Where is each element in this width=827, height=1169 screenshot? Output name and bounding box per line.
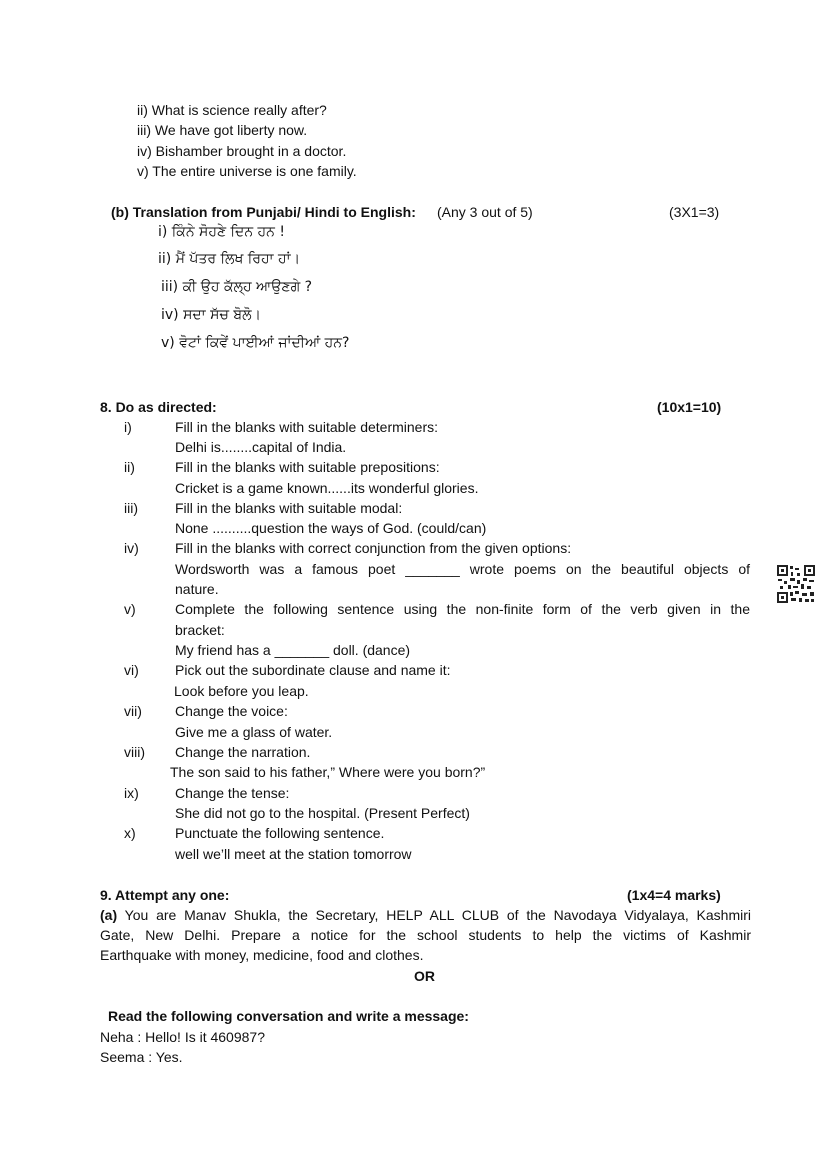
prev-item: v) The entire universe is one family. xyxy=(137,163,357,179)
q8-item-text: The son said to his father,” Where were you born?” xyxy=(170,764,486,780)
q8-item-number: viii) xyxy=(124,744,145,760)
q8-item-text: Wordsworth was a famous poet _______ wrote poems on the beautiful objects of xyxy=(175,561,750,577)
q8-item-number: vii) xyxy=(124,703,142,719)
q8-item-instruction: Pick out the subordinate clause and name it: xyxy=(175,662,451,678)
q8-item-instruction: Punctuate the following sentence. xyxy=(175,825,385,841)
section-b-instruction: (Any 3 out of 5) xyxy=(437,204,533,220)
q8-item-text: Delhi is........capital of India. xyxy=(175,439,347,455)
q8-item-text: Cricket is a game known......its wonderful glories. xyxy=(175,480,479,496)
conversation-heading: Read the following conversation and write a message: xyxy=(108,1008,469,1024)
q8-item-instruction: Fill in the blanks with suitable determiners: xyxy=(175,419,439,435)
translation-item: i) ਕਿੰਨੇ ਸੋਹਣੇ ਦਿਨ ਹਨ ! xyxy=(158,224,285,240)
q8-heading: 8. Do as directed: xyxy=(100,399,217,415)
translation-item: ii) ਮੈਂ ਪੱਤਰ ਲਿਖ ਰਿਹਾ ਹਾਂ। xyxy=(158,251,301,267)
translation-item: iii) ਕੀ ਉਹ ਕੱਲ੍ਹ ਆਉਣਗੇ ? xyxy=(161,279,313,295)
q8-item-text: None ..........question the ways of God. (could/can) xyxy=(175,520,487,536)
q9-marks: (1x4=4 marks) xyxy=(627,887,721,903)
conversation-line: Seema : Yes. xyxy=(100,1049,183,1065)
translation-item: v) ਵੋਟਾਂ ਕਿਵੇਂ ਪਾਈਆਂ ਜਾਂਦੀਆਂ ਹਨ? xyxy=(161,335,350,351)
prev-item: iv) Bishamber brought in a doctor. xyxy=(137,143,347,159)
q8-item-instruction: Fill in the blanks with correct conjunction from the given options: xyxy=(175,540,572,556)
q8-item-instruction: Fill in the blanks with suitable modal: xyxy=(175,500,403,516)
q8-marks: (10x1=10) xyxy=(657,399,722,415)
translation-item: iv) ਸਦਾ ਸੱਚ ਬੋਲੋ। xyxy=(161,307,261,323)
q8-item-number: iv) xyxy=(124,540,139,556)
q8-item-text: My friend has a _______ doll. (dance) xyxy=(175,642,411,658)
q8-item-number: ix) xyxy=(124,785,139,801)
q8-item-text: Give me a glass of water. xyxy=(175,724,333,740)
q8-item-instruction: Change the tense: xyxy=(175,785,290,801)
q8-item-instruction: bracket: xyxy=(175,622,225,638)
q9-part-a-text: Gate, New Delhi. Prepare a notice for the school students to help the victims of Kashmir xyxy=(100,927,751,943)
conversation-line: Neha : Hello! Is it 460987? xyxy=(100,1029,265,1045)
q8-item-instruction: Change the voice: xyxy=(175,703,288,719)
q9-part-a xyxy=(100,906,751,924)
section-b-marks: (3X1=3) xyxy=(669,204,720,220)
q8-item-instruction: Fill in the blanks with suitable prepositions: xyxy=(175,459,440,475)
q8-item-number: i) xyxy=(124,419,132,435)
q8-item-number: v) xyxy=(124,601,136,617)
q8-item-number: iii) xyxy=(124,500,138,516)
q8-item-text: well we’ll meet at the station tomorrow xyxy=(175,846,412,862)
q9-heading: 9. Attempt any one: xyxy=(100,887,230,903)
or-label: OR xyxy=(414,968,435,984)
prev-item: iii) We have got liberty now. xyxy=(137,122,308,138)
q8-item-instruction: Complete the following sentence using the non-finite form of the verb given in the xyxy=(175,601,750,617)
prev-item: ii) What is science really after? xyxy=(137,102,327,118)
q9-part-a-label: (a) xyxy=(100,907,118,923)
q8-item-number: vi) xyxy=(124,662,139,678)
q8-item-number: ii) xyxy=(124,459,135,475)
q8-item-instruction: Change the narration. xyxy=(175,744,311,760)
qr-code-icon xyxy=(776,564,816,604)
q8-item-text: Look before you leap. xyxy=(174,683,309,699)
q8-item-number: x) xyxy=(124,825,136,841)
q9-part-a-text: You are Manav Shukla, the Secretary, HELP ALL CLUB of the Navodaya Vidyalaya, Kashmiri xyxy=(124,907,752,923)
q9-part-a-text: Earthquake with money, medicine, food and clothes. xyxy=(100,947,424,963)
q8-item-text: She did not go to the hospital. (Present Perfect) xyxy=(175,805,470,821)
section-b-heading: (b) Translation from Punjabi/ Hindi to English: xyxy=(111,204,416,220)
q8-item-text: nature. xyxy=(175,581,219,597)
